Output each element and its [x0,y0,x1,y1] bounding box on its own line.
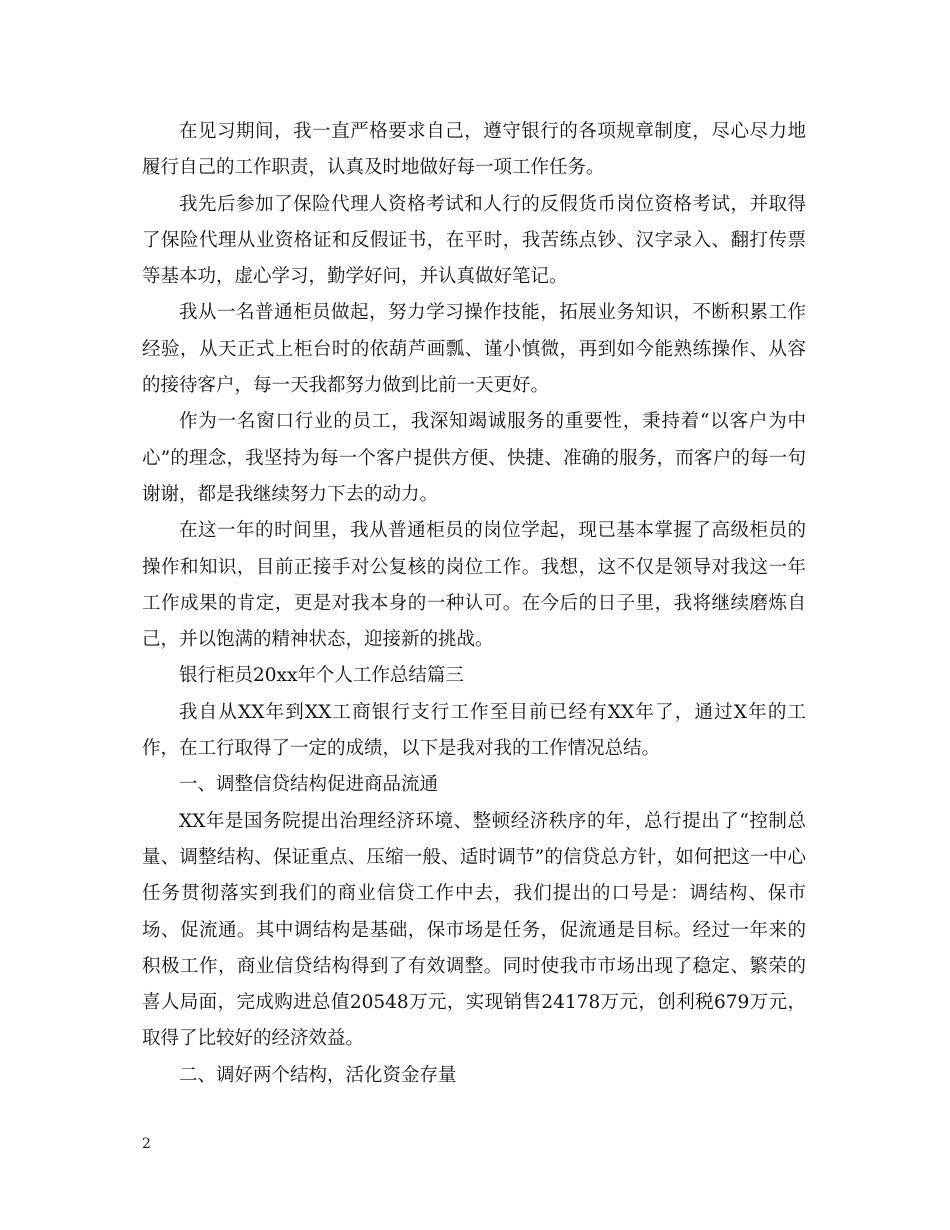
paragraph-work-intro: 我自从XX年到XX工商银行支行工作至目前已经有XX年了，通过X年的工作，在工行取得了一定的成绩，以下是我对我的工作情况总结。 [142,701,806,760]
section-heading-two-structures: 二、调好两个结构，活化资金存量 [179,1064,457,1086]
paragraph-qualification-exams: 我先后参加了保险代理人资格考试和人行的反假货币岗位资格考试，并取得了保险代理从业资格证和反假证书，在平时，我苦练点钞、汉字录入、翻打传票等基本功，虚心学习，勤学好问，并认真做好笔记。 [142,193,806,288]
paragraph-teller-growth: 我从一名普通柜员做起，努力学习操作技能，拓展业务知识，不断积累工作经验，从天正式上柜台时的依葫芦画瓢、谨小慎微，再到如今能熟练操作、从容的接待客户，每一天我都努力做到比前一天更好。 [142,302,806,397]
page-number: 2 [142,1136,151,1152]
paragraph-customer-service: 作为一名窗口行业的员工，我深知竭诚服务的重要性，秉持着“以客户为中心”的理念，我坚持为每一个客户提供方便、快捷、准确的服务，而客户的每一句谢谢，都是我继续努力下去的动力。 [142,411,806,505]
section-heading-credit-structure: 一、调整信贷结构促进商品流通 [179,774,439,796]
document-body [142,114,806,1094]
section-heading-part-three: 银行柜员20xx年个人工作总结篇三 [179,665,464,687]
paragraph-year-summary: 在这一年的时间里，我从普通柜员的岗位学起，现已基本掌握了高级柜员的操作和知识，目前正接手对公复核的岗位工作。我想，这不仅是领导对我这一年工作成果的肯定，更是对我本身的一种认可。在今后的日子里，我将继续磨炼自己，并以饱满的精神状态，迎接新的挑战。 [142,520,806,651]
paragraph-internship: 在见习期间，我一直严格要求自己，遵守银行的各项规章制度，尽心尽力地履行自己的工作职责，认真及时地做好每一项工作任务。 [142,121,806,179]
paragraph-credit-policy: XX年是国务院提出治理经济环境、整顿经济秩序的年，总行提出了“控制总量、调整结构、保证重点、压缩一般、适时调节”的信贷总方针，如何把这一中心任务贯彻落实到我们的商业信贷工作中去，我们提出的口号是：调结构、保市场、促流通。其中调结构是基础，保市场是任务，促流通是目标。经过一年来的积极工作，商业信贷结构得到了有效调整。同时使我市市场出现了稳定、繁荣的喜人局面，完成购进总值20548万元，实现销售24178万元，创利税679万元，取得了比较好的经济效益。 [142,810,806,1050]
